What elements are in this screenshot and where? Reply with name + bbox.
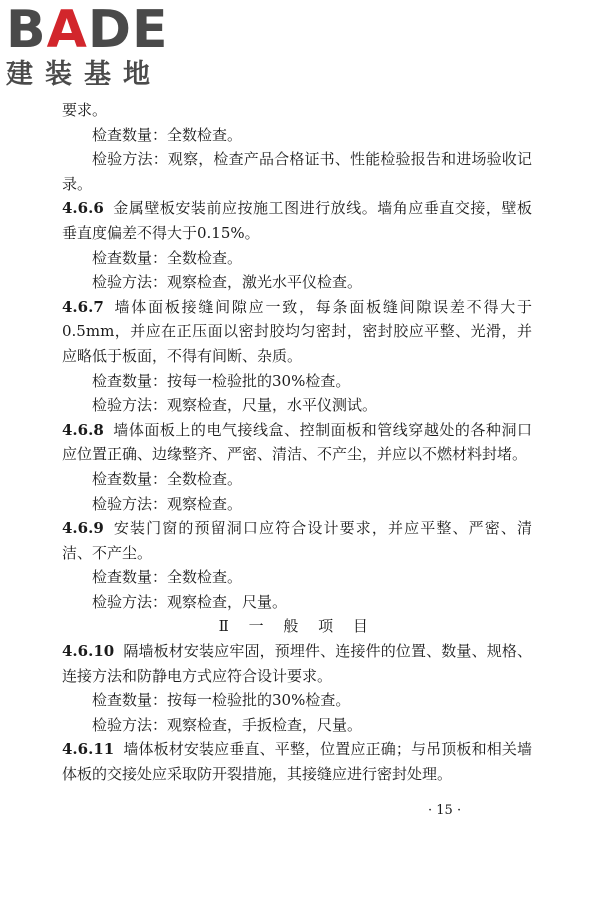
clause-paragraph xyxy=(62,639,532,688)
inspection-line: 检查数量：全数检查。 xyxy=(92,248,243,267)
inspection-line: 检验方法：观察，检查产品合格证书、性能检验报告和进场验收记录。 xyxy=(62,150,532,193)
inspection-line: 检查数量：按每一检验批的30%检查。 xyxy=(92,371,351,390)
clause-paragraph xyxy=(62,516,532,565)
logo-letters-de: DE xyxy=(87,0,169,60)
clause-number: 4.6.9 xyxy=(62,519,104,538)
inspection-line: 检验方法：观察检查，手扳检查，尺量。 xyxy=(92,715,363,734)
continuation-line: 要求。 xyxy=(62,101,108,119)
inspection-line: 检查数量：全数检查。 xyxy=(92,568,243,587)
inspection-line: 检查数量：全数检查。 xyxy=(92,469,243,488)
clause-text: 安装门窗的预留洞口应符合设计要求，并应平整、严密、清洁、不产尘。 xyxy=(62,519,532,562)
page-number: · 15 · xyxy=(428,803,462,818)
inspection-line: 检验方法：观察检查，激光水平仪检查。 xyxy=(92,273,363,292)
clause-text: 隔墙板材安装应牢固，预埋件、连接件的位置、数量、规格、连接方法和防静电方式应符合设计要求。 xyxy=(62,642,532,685)
clause-paragraph xyxy=(62,418,532,467)
inspection-line: 检验方法：观察检查，尺量，水平仪测试。 xyxy=(92,396,378,415)
inspection-line: 检验方法：观察检查。 xyxy=(92,494,243,513)
clause-text: 墙体面板上的电气接线盒、控制面板和管线穿越处的各种洞口应位置正确、边缘整齐、严密、清洁、不产尘，并应以不燃材料封堵。 xyxy=(62,420,532,464)
logo-wordmark xyxy=(6,0,176,60)
clause-text: 墙体板材安装应垂直、平整，位置应正确；与吊顶板和相关墙体板的交接处应采取防开裂措施，其接缝应进行密封处理。 xyxy=(62,740,532,784)
section-heading: Ⅱ 一 般 项 目 xyxy=(218,617,376,636)
clause-paragraph xyxy=(62,196,532,245)
clause-paragraph xyxy=(62,295,532,369)
logo-letter-b: B xyxy=(6,0,47,60)
clause-number: 4.6.11 xyxy=(62,740,115,759)
inspection-line: 检查数量：按每一检验批的30%检查。 xyxy=(92,691,351,710)
clause-number: 4.6.6 xyxy=(62,199,104,218)
clause-number: 4.6.10 xyxy=(62,642,115,661)
clause-paragraph xyxy=(62,737,532,786)
inspection-line: 检验方法：观察检查，尺量。 xyxy=(92,592,288,611)
logo-subtitle: 建装基地 xyxy=(6,59,162,90)
clause-number: 4.6.7 xyxy=(62,297,104,316)
document-body xyxy=(62,98,532,787)
bade-logo xyxy=(6,0,176,92)
clause-number: 4.6.8 xyxy=(62,420,104,439)
inspection-line: 检查数量：全数检查。 xyxy=(92,125,243,144)
clause-text: 墙体面板接缝间隙应一致，每条面板缝间隙误差不得大于0.5mm，并应在正压面以密封胶均匀密封，密封胶应平整、光滑，并应略低于板面，不得有间断、杂质。 xyxy=(62,297,532,365)
clause-text: 金属壁板安装前应按施工图进行放线。墙角应垂直交接，壁板垂直度偏差不得大于0.15%。 xyxy=(62,199,532,242)
logo-letter-a-accent: A xyxy=(46,0,88,60)
